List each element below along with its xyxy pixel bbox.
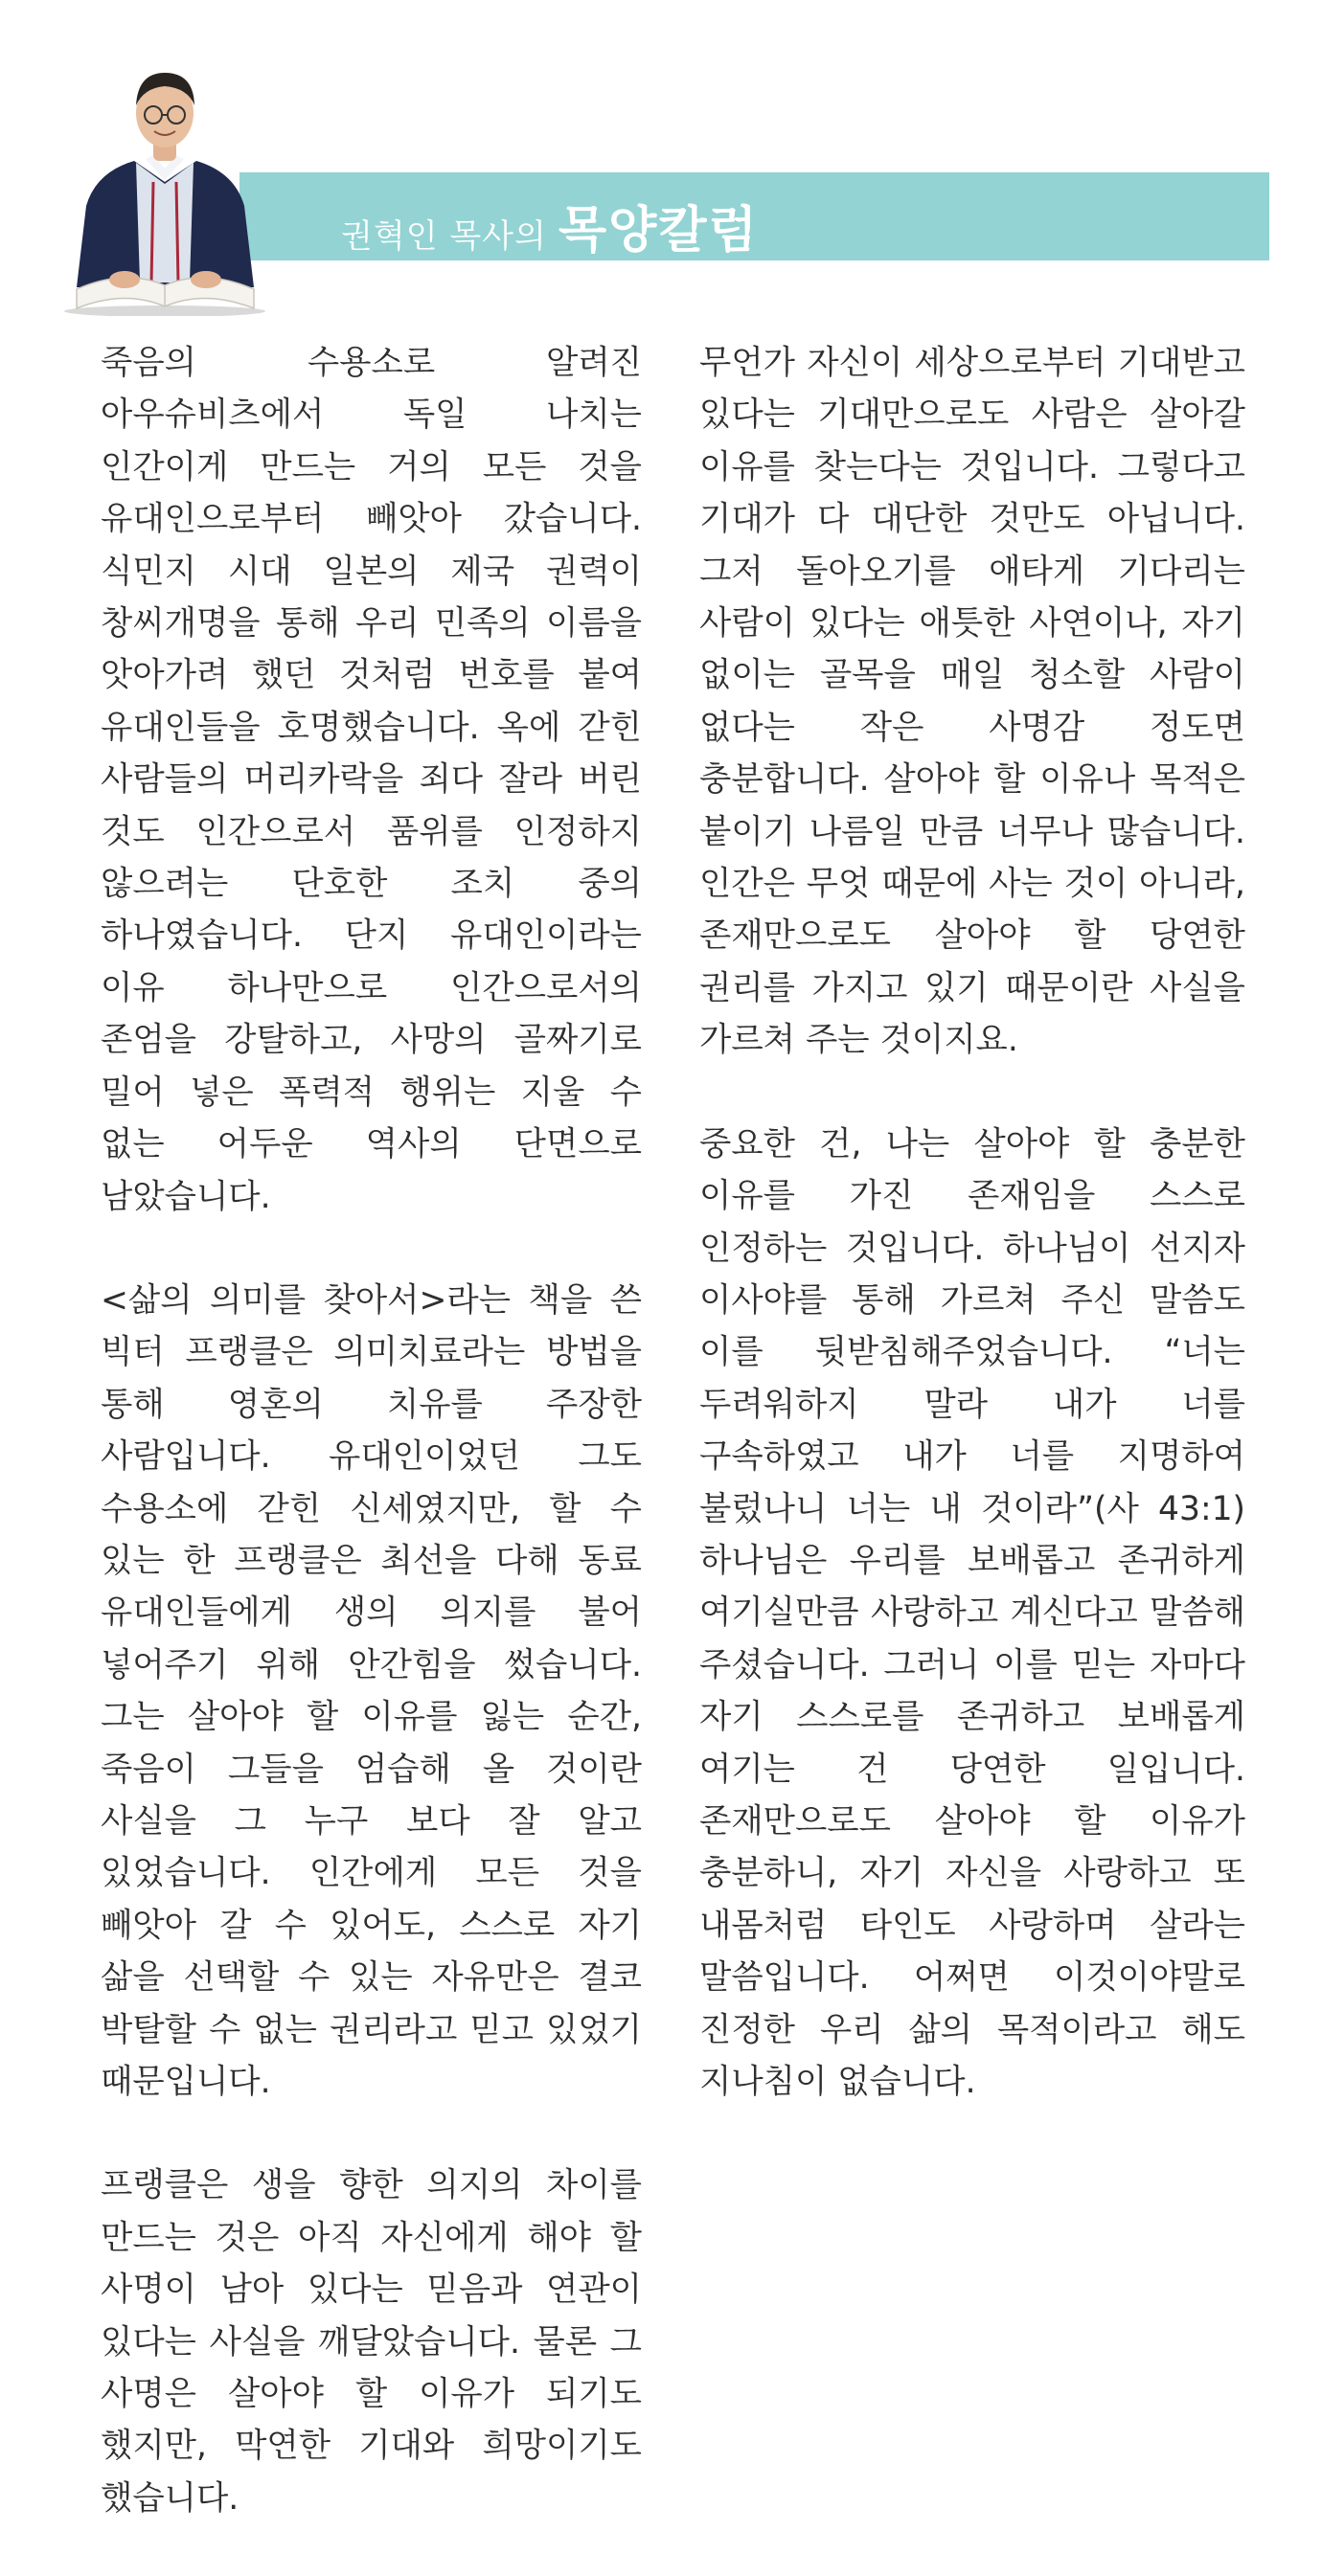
column-header: [341, 190, 759, 260]
paragraph: <삶의 의미를 찾아서>라는 책을 쓴 빅터 프랭클은 의미치료라는 방법을 통해 영혼의 치유를 주장한 사람입니다. 유대인이었던 그도 수용소에 갇힌 신세였지만, 할 수 있는 한 프랭클은 최선을 다해 동료 유대인들에게 생의 의지를 불어 넣어주기 위해 안간힘을 썼습니다. 그는 살아야 할 이유를 잃는 순간, 죽음이 그들을 엄습해 올 것이란 사실을 그 누구 보다 잘 알고 있었습니다. 인간에게 모든 것을 빼앗아 갈 수 있어도, 스스로 자기 삶을 선택할 수 있는 자유만은 결코 박탈할 수 없는 권리라고 믿고 있었기 때문입니다.: [101, 1280, 642, 2101]
author-portrait: [57, 38, 273, 316]
paragraph: 죽음의 수용소로 알려진 아우슈비츠에서 독일 나치는 인간이게 만드는 거의 모든 것을 유대인으로부터 빼앗아 갔습니다. 식민지 시대 일본의 제국 권력이 창씨개명을 통해 우리 민족의 이름을 앗아가려 했던 것처럼 번호를 붙여 유대인들을 호명했습니다. 옥에 갇힌 사람들의 머리카락을 죄다 잘라 버린 것도 인간으로서 품위를 인정하지 않으려는 단호한 조치 중의 하나였습니다. 단지 유대인이라는 이유 하나만으로 인간으로서의 존엄을 강탈하고, 사망의 골짜기로 밀어 넣은 폭력적 행위는 지울 수 없는 어두운 역사의 단면으로 남았습니다.: [101, 344, 642, 1216]
paragraph: 중요한 건, 나는 살아야 할 충분한 이유를 가진 존재임을 스스로 인정하는 것입니다. 하나님이 선지자 이사야를 통해 가르쳐 주신 말씀도 이를 뒷받침해주었습니다. “너는 두려워하지 말라 내가 너를 구속하였고 내가 너를 지명하여 불렀나니 너는 내 것이라”(사 43:1) 하나님은 우리를 보배롭고 존귀하게 여기실만큼 사랑하고 계신다고 말씀해 주셨습니다. 그러니 이를 믿는 자마다 자기 스스로를 존귀하고 보배롭게 여기는 건 당연한 일입니다. 존재만으로도 살아야 할 이유가 충분하니, 자기 자신을 사랑하고 또 내몸처럼 타인도 사랑하며 살라는 말씀입니다. 어쩌면 이것이야말로 진정한 우리 삶의 목적이라고 해도 지나침이 없습니다.: [699, 1124, 1245, 2101]
author-label: 권혁인 목사의: [341, 217, 547, 256]
column-title: 목양칼럼: [558, 201, 759, 260]
article-right-column: [699, 337, 1245, 2159]
paragraph: 무언가 자신이 세상으로부터 기대받고 있다는 기대만으로도 사람은 살아갈 이유를 찾는다는 것입니다. 그렇다고 기대가 다 대단한 것만도 아닙니다. 그저 돌아오기를 애타게 기다리는 사람이 있다는 애틋한 사연이나, 자기 없이는 골목을 매일 청소할 사람이 없다는 작은 사명감 정도면 충분합니다. 살아야 할 이유나 목적은 붙이기 나름일 만큼 너무나 많습니다. 인간은 무엇 때문에 사는 것이 아니라, 존재만으로도 살아야 할 당연한 권리를 가지고 있기 때문이란 사실을 가르쳐 주는 것이지요.: [699, 344, 1245, 1060]
paragraph: 프랭클은 생을 향한 의지의 차이를 만드는 것은 아직 자신에게 해야 할 사명이 남아 있다는 믿음과 연관이 있다는 사실을 깨달았습니다. 물론 그 사명은 살아야 할 이유가 되기도 했지만, 막연한 기대와 희망이기도 했습니다.: [101, 2166, 642, 2518]
article-left-column: [101, 337, 642, 2576]
